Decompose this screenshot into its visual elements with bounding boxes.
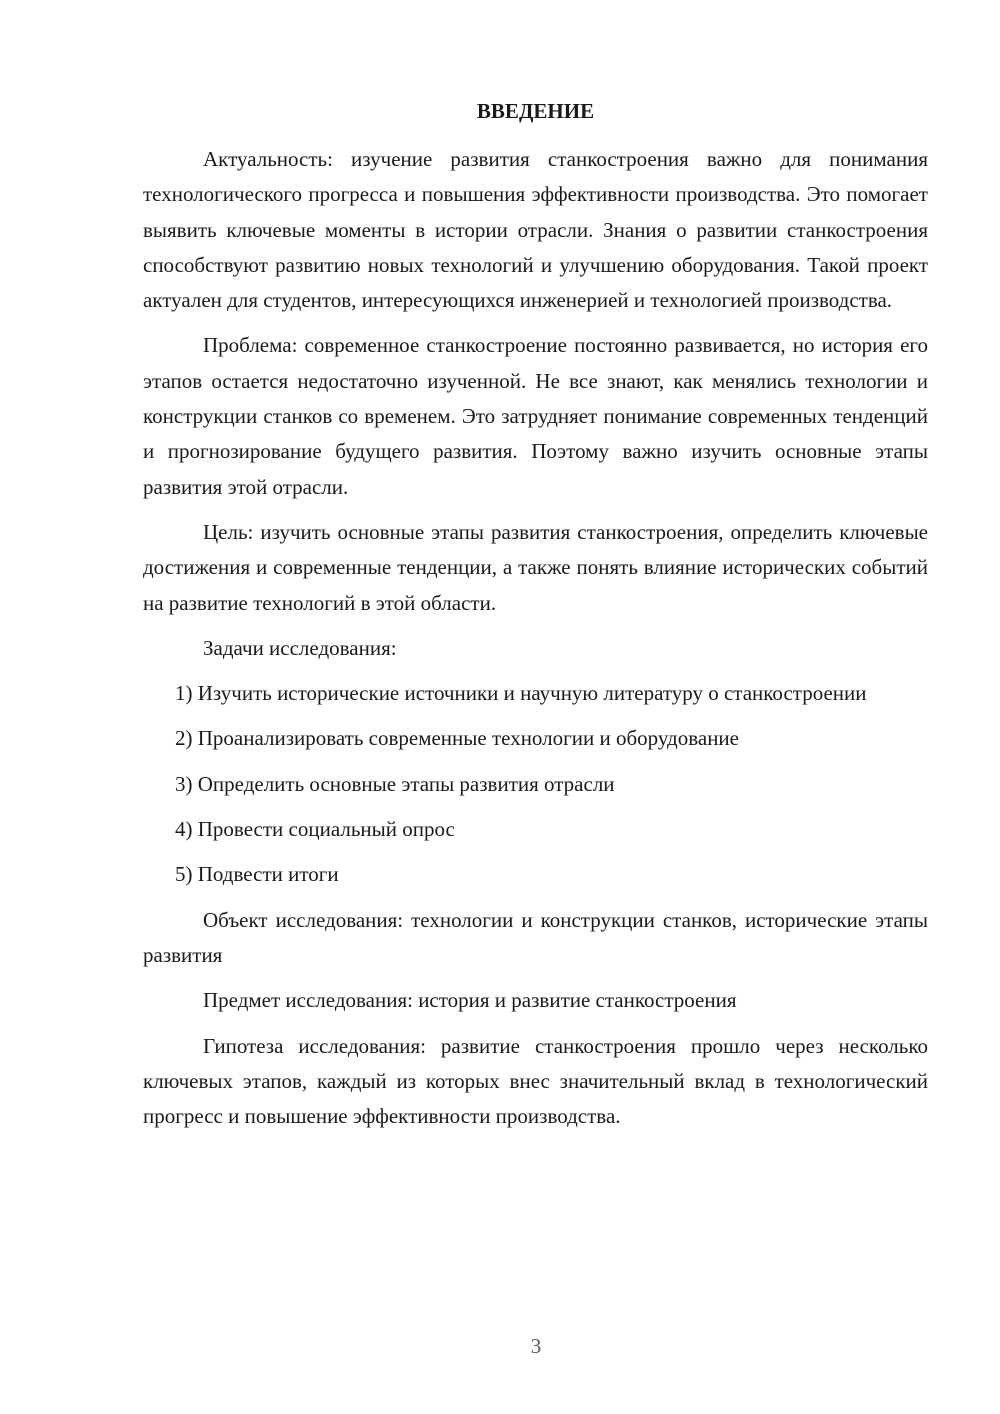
paragraph-object: Объект исследования: технологии и конструкции станков, исторические этапы развития [143, 907, 928, 967]
page-content [143, 94, 928, 1144]
paragraph-hypothesis: Гипотеза исследования: развитие станкостроения прошло через несколько ключевых этапов, каждый из которых внес значительный вклад в технологический прогресс и повышение эффективности производства. [143, 1033, 928, 1129]
paragraph-relevance: Актуальность: изучение развития станкостроения важно для понимания технологического прогресса и повышения эффективности производства. Это помогает выявить ключевые моменты в истории отрасли. Знания о развитии станкостроения способствуют развитию новых технологий и улучшению оборудования. Такой проект актуален для студентов, интересующихся инженерией и технологией производства. [143, 147, 928, 313]
tasks-title: Задачи исследования: [203, 635, 397, 660]
paragraph-goal: Цель: изучить основные этапы развития станкостроения, определить ключевые достижения и современные тенденции, а также понять влияние исторических событий на развитие технологий в этой области. [143, 519, 928, 615]
list-item: 4) Провести социальный опрос [175, 817, 455, 842]
page-number: 3 [530, 1334, 542, 1358]
list-item: 1) Изучить исторические источники и научную литературу о станкостроении [175, 681, 867, 706]
list-item: 3) Определить основные этапы развития отрасли [175, 771, 615, 796]
section-heading: ВВЕДЕНИЕ [476, 99, 595, 123]
paragraph-subject: Предмет исследования: история и развитие станкостроения [203, 988, 737, 1013]
paragraph-problem: Проблема: современное станкостроение постоянно развивается, но история его этапов остается недостаточно изученной. Не все знают, как менялись технологии и конструкции станков со временем. Это затрудняет понимание современных тенденций и прогнозирование будущего развития. Поэтому важно изучить основные этапы развития этой отрасли. [143, 333, 928, 499]
list-item: 2) Проанализировать современные технологии и оборудование [175, 726, 739, 751]
list-item: 5) Подвести итоги [175, 862, 339, 887]
